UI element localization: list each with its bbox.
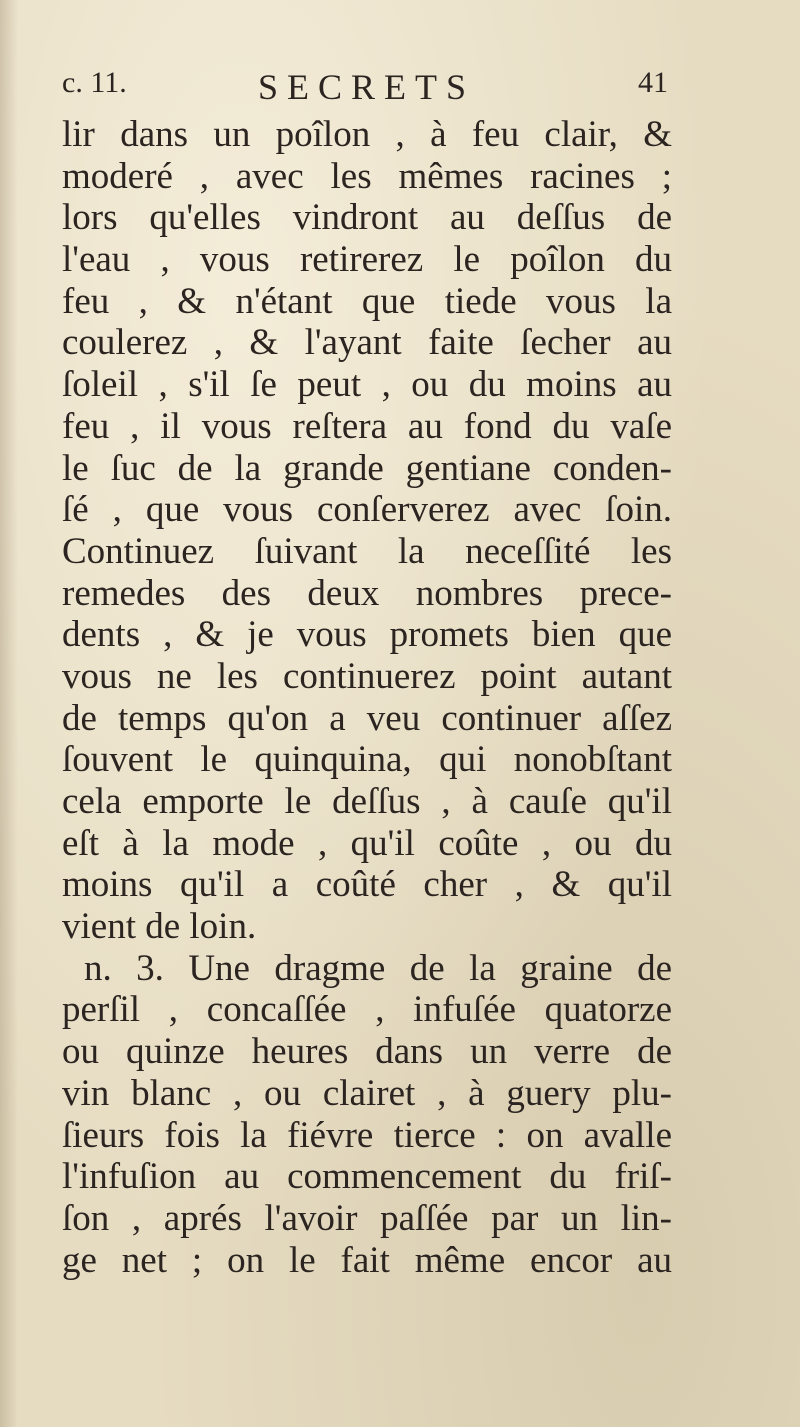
text-line: ſé , que vous conſerverez avec ſoin.	[62, 489, 672, 531]
text-line: perſil , concaſſée , infuſée quatorze	[62, 989, 672, 1031]
text-line: lors qu'elles vindront au deſſus de	[62, 197, 672, 239]
running-header	[62, 66, 668, 110]
text-line: ſon , aprés l'avoir paſſée par un lin-	[62, 1197, 672, 1239]
text-line: l'eau , vous retirerez le poîlon du	[62, 239, 672, 281]
text-line: feu , & n'étant que tiede vous la	[62, 280, 672, 322]
text-line: de temps qu'on a veu continuer aſſez	[62, 697, 672, 739]
text-line: n. 3. Une dragme de la graine de	[84, 947, 672, 989]
text-line: vous ne les continuerez point autant	[62, 655, 672, 697]
text-line: Continuez ſuivant la neceſſité les	[62, 530, 672, 572]
text-line: coulerez , & l'ayant faite ſecher au	[62, 322, 672, 364]
text-line: feu , il vous reſtera au fond du vaſe	[62, 405, 672, 447]
text-line: ſouvent le quinquina, qui nonobſtant	[62, 739, 672, 781]
text-line: cela emporte le deſſus , à cauſe qu'il	[62, 781, 672, 822]
text-line: ou quinze heures dans un verre de	[62, 1031, 672, 1073]
text-line: vient de loin.	[62, 906, 257, 948]
text-line: moderé , avec les mêmes racines ;	[62, 155, 672, 197]
text-line: eſt à la mode , qu'il coûte , ou du	[62, 822, 672, 864]
text-line: moins qu'il a coûté cher , & qu'il	[62, 864, 672, 906]
text-line: lir dans un poîlon , à feu clair, &	[62, 114, 672, 155]
text-line: ſoleil , s'il ſe peut , ou du moins au	[62, 364, 672, 406]
text-line: vin blanc , ou clairet , à guery plu-	[62, 1072, 672, 1114]
chapter-marker: c. 11.	[62, 66, 127, 99]
text-line: dents , & je vous promets bien que	[62, 614, 672, 656]
text-line: le ſuc de la grande gentiane conden-	[62, 447, 672, 489]
page-number: 41	[638, 66, 668, 99]
text-line: l'infuſion au commencement du friſ-	[62, 1156, 672, 1198]
text-line: ge net ; on le fait même encor au	[62, 1239, 672, 1281]
page-gutter-shadow	[0, 0, 18, 1427]
running-title: SECRETS	[258, 67, 476, 107]
text-line: remedes des deux nombres prece-	[62, 572, 672, 614]
text-line: ſieurs fois la fiévre tierce : on avalle	[62, 1114, 672, 1156]
body-text	[62, 114, 672, 1281]
